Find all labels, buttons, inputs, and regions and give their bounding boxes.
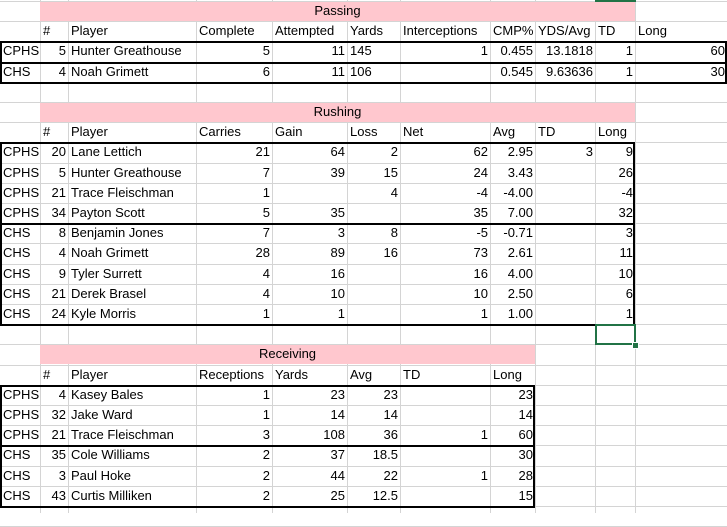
- rushing-cell: 16: [330, 266, 345, 281]
- passing-header: TD: [598, 23, 616, 38]
- passing-header: Attempted: [275, 23, 335, 38]
- rushing-header: Net: [403, 124, 424, 139]
- table-border: [0, 445, 535, 447]
- passing-cell: 11: [331, 64, 345, 79]
- receiving-cell: [400, 385, 490, 405]
- table-border: [0, 324, 635, 326]
- passing-cell: 1: [480, 43, 488, 58]
- passing-cell: 30: [710, 64, 725, 79]
- rushing-cell: 1: [337, 306, 345, 321]
- passing-title: Passing: [314, 3, 361, 18]
- rushing-cell: [535, 163, 595, 183]
- rushing-cell: [535, 243, 595, 263]
- rushing-cell: 16: [383, 245, 398, 260]
- receiving-cell: CHS: [3, 488, 31, 503]
- rushing-cell: Tyler Surrett: [71, 266, 142, 281]
- receiving-cell: 35: [51, 447, 66, 462]
- rushing-title: Rushing: [313, 104, 362, 119]
- rushing-cell: 2.95: [507, 144, 533, 159]
- rushing-cell: [535, 183, 595, 203]
- active-cell-selection[interactable]: [595, 324, 636, 345]
- table-border: [0, 223, 635, 225]
- passing-header: Interceptions: [403, 23, 478, 38]
- passing-header: Player: [71, 23, 108, 38]
- receiving-cell: CHS: [3, 447, 31, 462]
- rushing-cell: 34: [51, 205, 66, 220]
- rushing-header: Avg: [493, 124, 516, 139]
- fill-handle[interactable]: [632, 342, 639, 349]
- passing-cell: CPHS: [3, 43, 40, 58]
- rushing-cell: 26: [618, 165, 633, 180]
- passing-header: Yards: [350, 23, 383, 38]
- receiving-header: Yards: [275, 367, 308, 382]
- receiving-cell: 22: [383, 468, 398, 483]
- rushing-cell: 7: [262, 165, 270, 180]
- rushing-cell: 10: [330, 286, 345, 301]
- receiving-cell: 1: [480, 427, 488, 442]
- passing-header: #: [43, 23, 51, 38]
- rushing-cell: CHS: [3, 286, 31, 301]
- receiving-cell: [400, 405, 490, 425]
- rushing-header: Carries: [199, 124, 241, 139]
- passing-cell: 11: [331, 43, 345, 58]
- receiving-cell: CPHS: [3, 387, 40, 402]
- passing-header: YDS/Avg: [538, 23, 591, 38]
- table-border: [0, 62, 727, 64]
- passing-cell: 6: [262, 64, 270, 79]
- table-border: [0, 82, 727, 84]
- rushing-cell: 2.50: [507, 286, 533, 301]
- receiving-cell: Cole Williams: [71, 447, 150, 462]
- rushing-cell: 4: [262, 286, 270, 301]
- rushing-cell: -0.71: [503, 225, 533, 240]
- table-border: [0, 385, 535, 387]
- rushing-cell: 3: [625, 225, 633, 240]
- rushing-cell: 3: [585, 144, 593, 159]
- receiving-title: Receiving: [258, 346, 317, 361]
- rushing-cell: 39: [330, 165, 345, 180]
- receiving-cell: [400, 445, 490, 465]
- rushing-cell: CHS: [3, 306, 31, 321]
- rushing-cell: 8: [58, 225, 66, 240]
- passing-cell: 60: [710, 43, 725, 58]
- receiving-cell: 23: [330, 387, 345, 402]
- receiving-cell: 2: [262, 447, 270, 462]
- rushing-cell: 21: [255, 144, 270, 159]
- passing-cell: 0.545: [500, 64, 533, 79]
- rushing-cell: Trace Fleischman: [71, 185, 174, 200]
- rushing-header: Gain: [275, 124, 303, 139]
- passing-cell: 106: [350, 64, 372, 79]
- table-border: [0, 142, 635, 144]
- receiving-cell: 4: [58, 387, 66, 402]
- passing-cell: 5: [262, 43, 270, 58]
- rushing-cell: 10: [473, 286, 488, 301]
- receiving-cell: 23: [383, 387, 398, 402]
- receiving-cell: 14: [330, 407, 345, 422]
- rushing-cell: 10: [618, 266, 633, 281]
- rushing-cell: Noah Grimett: [71, 245, 149, 260]
- receiving-cell: CHS: [3, 468, 31, 483]
- rushing-cell: 4: [262, 266, 270, 281]
- passing-cell: 5: [58, 43, 66, 58]
- rushing-header: Player: [71, 124, 108, 139]
- rushing-cell: 21: [51, 185, 66, 200]
- receiving-cell: 14: [518, 407, 533, 422]
- rushing-cell: 1: [480, 306, 488, 321]
- rushing-cell: 28: [255, 245, 270, 260]
- rushing-cell: 5: [262, 205, 270, 220]
- cell-selection-edge: [595, 0, 636, 2]
- rushing-cell: [347, 304, 400, 324]
- passing-cell: 1: [625, 43, 633, 58]
- passing-cell: 9.63636: [546, 64, 593, 79]
- rushing-cell: 9: [58, 266, 66, 281]
- receiving-header: TD: [403, 367, 421, 382]
- table-border: [533, 385, 535, 507]
- receiving-cell: Jake Ward: [71, 407, 133, 422]
- receiving-header: Avg: [350, 367, 373, 382]
- rushing-cell: [535, 304, 595, 324]
- receiving-cell: 60: [518, 427, 533, 442]
- receiving-cell: 37: [330, 447, 345, 462]
- passing-cell: 13.1818: [546, 43, 593, 58]
- passing-cell: 4: [58, 64, 66, 79]
- rushing-cell: 7.00: [507, 205, 533, 220]
- rushing-cell: [535, 203, 595, 223]
- receiving-cell: 44: [330, 468, 345, 483]
- rushing-cell: 1: [262, 185, 270, 200]
- rushing-cell: 6: [625, 286, 633, 301]
- rushing-cell: 35: [330, 205, 345, 220]
- rushing-cell: 1: [625, 306, 633, 321]
- table-border: [0, 41, 2, 83]
- receiving-cell: 15: [518, 488, 533, 503]
- rushing-cell: 64: [330, 144, 345, 159]
- receiving-cell: 30: [518, 447, 533, 462]
- passing-cell: 145: [350, 43, 372, 58]
- rushing-cell: CPHS: [3, 185, 40, 200]
- rushing-cell: [535, 223, 595, 243]
- rushing-cell: 1: [262, 306, 270, 321]
- passing-header: Long: [638, 23, 667, 38]
- receiving-header: Receptions: [199, 367, 265, 382]
- rushing-cell: 20: [51, 144, 66, 159]
- table-border: [0, 41, 727, 43]
- rushing-cell: [272, 183, 347, 203]
- rushing-cell: 32: [618, 205, 633, 220]
- rushing-cell: 15: [383, 165, 398, 180]
- rushing-cell: 62: [473, 144, 488, 159]
- rushing-cell: 7: [262, 225, 270, 240]
- rushing-cell: CPHS: [3, 165, 40, 180]
- receiving-cell: 2: [262, 488, 270, 503]
- rushing-cell: 9: [625, 144, 633, 159]
- rushing-header: Long: [598, 124, 627, 139]
- rushing-header: #: [43, 124, 51, 139]
- receiving-cell: 3: [58, 468, 66, 483]
- passing-cell: 0.455: [500, 43, 533, 58]
- receiving-cell: 1: [262, 387, 270, 402]
- rushing-header: Loss: [350, 124, 378, 139]
- table-border: [0, 142, 2, 325]
- receiving-cell: 18.5: [372, 447, 398, 462]
- rushing-cell: 89: [330, 245, 345, 260]
- receiving-cell: 23: [518, 387, 533, 402]
- table-border: [0, 385, 2, 507]
- rushing-cell: 35: [473, 205, 488, 220]
- receiving-cell: 12.5: [372, 488, 398, 503]
- passing-cell: [400, 62, 490, 82]
- rushing-cell: -5: [476, 225, 488, 240]
- receiving-header: Player: [71, 367, 108, 382]
- receiving-cell: Curtis Milliken: [71, 488, 152, 503]
- rushing-cell: Kyle Morris: [71, 306, 137, 321]
- rushing-header: TD: [538, 124, 556, 139]
- receiving-cell: 25: [330, 488, 345, 503]
- passing-cell: Hunter Greathouse: [71, 43, 182, 58]
- rushing-cell: 16: [473, 266, 488, 281]
- receiving-cell: 108: [323, 427, 345, 442]
- rushing-cell: [535, 284, 595, 304]
- receiving-cell: [400, 486, 490, 506]
- passing-header: CMP%: [493, 23, 534, 38]
- rushing-cell: 21: [51, 286, 66, 301]
- receiving-cell: Paul Hoke: [71, 468, 131, 483]
- receiving-cell: 28: [518, 468, 533, 483]
- receiving-header: Long: [493, 367, 522, 382]
- passing-cell: 1: [625, 64, 633, 79]
- receiving-header: #: [43, 367, 51, 382]
- rushing-cell: Derek Brasel: [71, 286, 147, 301]
- rushing-cell: -4: [621, 185, 633, 200]
- rushing-cell: Payton Scott: [71, 205, 145, 220]
- rushing-cell: CHS: [3, 225, 31, 240]
- rushing-cell: [347, 203, 400, 223]
- rushing-cell: 24: [473, 165, 488, 180]
- receiving-cell: Kasey Bales: [71, 387, 144, 402]
- rushing-cell: -4: [476, 185, 488, 200]
- rushing-cell: CHS: [3, 266, 31, 281]
- rushing-cell: 3.43: [507, 165, 533, 180]
- rushing-cell: [347, 284, 400, 304]
- receiving-cell: 1: [262, 407, 270, 422]
- rushing-cell: 4: [58, 245, 66, 260]
- rushing-cell: [347, 264, 400, 284]
- passing-header: Complete: [199, 23, 255, 38]
- rushing-cell: [535, 264, 595, 284]
- table-border: [0, 506, 535, 508]
- rushing-cell: Hunter Greathouse: [71, 165, 182, 180]
- table-border: [633, 142, 635, 325]
- rushing-cell: 24: [51, 306, 66, 321]
- rushing-cell: 3: [337, 225, 345, 240]
- rushing-cell: Lane Lettich: [71, 144, 142, 159]
- rushing-cell: CHS: [3, 245, 31, 260]
- rushing-cell: 73: [473, 245, 488, 260]
- receiving-cell: 36: [383, 427, 398, 442]
- rushing-cell: 2: [390, 144, 398, 159]
- receiving-cell: 21: [51, 427, 66, 442]
- receiving-cell: 1: [480, 468, 488, 483]
- rushing-cell: -4.00: [503, 185, 533, 200]
- receiving-cell: 14: [383, 407, 398, 422]
- rushing-cell: 8: [390, 225, 398, 240]
- receiving-cell: CPHS: [3, 427, 40, 442]
- receiving-cell: Trace Fleischman: [71, 427, 174, 442]
- rushing-cell: 11: [619, 245, 633, 260]
- receiving-cell: 3: [262, 427, 270, 442]
- rushing-cell: 5: [58, 165, 66, 180]
- passing-cell: CHS: [3, 64, 31, 79]
- receiving-cell: 32: [51, 407, 66, 422]
- rushing-cell: Benjamin Jones: [71, 225, 164, 240]
- receiving-cell: 43: [51, 488, 66, 503]
- rushing-cell: 2.61: [507, 245, 533, 260]
- rushing-cell: 1.00: [507, 306, 533, 321]
- rushing-cell: 4: [390, 185, 398, 200]
- rushing-cell: CPHS: [3, 144, 40, 159]
- receiving-cell: 2: [262, 468, 270, 483]
- receiving-cell: CPHS: [3, 407, 40, 422]
- rushing-cell: CPHS: [3, 205, 40, 220]
- passing-cell: Noah Grimett: [71, 64, 149, 79]
- rushing-cell: 4.00: [507, 266, 533, 281]
